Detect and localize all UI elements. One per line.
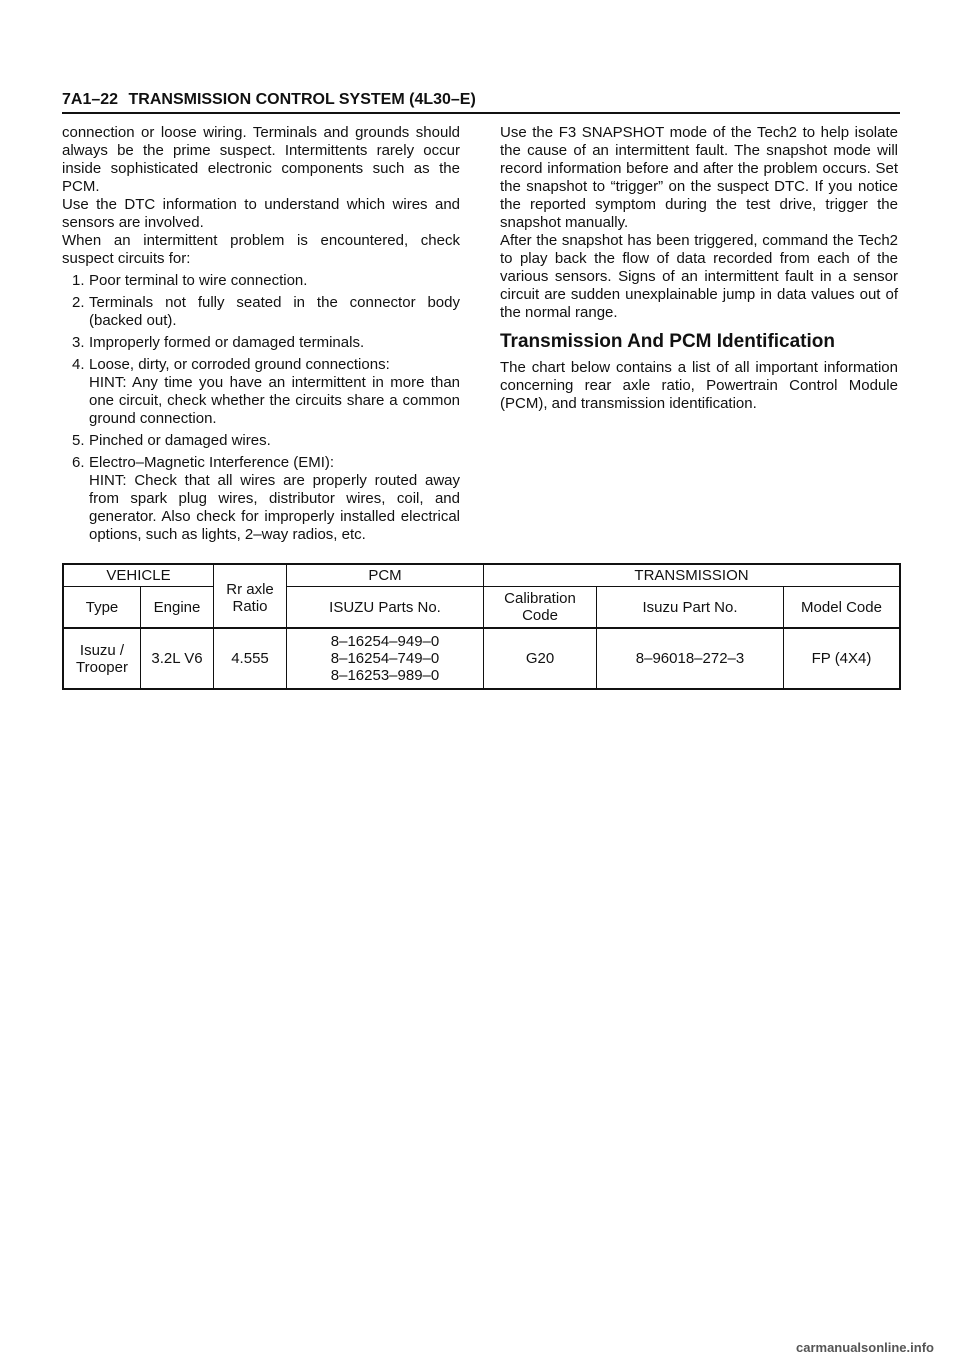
intro-paragraph-1: connection or loose wiring. Terminals and grounds should always be the prime suspect. Intermittents rarely occur inside sophisticated electronic components such as the PCM. [62,124,460,195]
cell-part-no: 8–96018–272–3 [597,628,784,689]
list-text: Poor terminal to wire connection. [89,272,308,289]
snapshot-paragraph-2: After the snapshot has been triggered, command the Tech2 to play back the flow of data recorded from each of the various sensors. Signs of an intermittent fault in a sensor circuit are sudden unexplainable jump in data values out of the normal range. [500,232,898,321]
right-column [500,124,898,413]
cell-pcm-parts [287,628,484,689]
pcm-part-number: 8–16254–749–0 [330,650,440,667]
list-item [62,294,460,330]
section-body: The chart below contains a list of all important information concerning rear axle ratio, Powertrain Control Module (PCM), and transmission identification. [500,359,898,412]
table-row [63,628,900,689]
list-text: Loose, dirty, or corroded ground connections: [89,356,390,373]
cell-model-code: FP (4X4) [784,628,901,689]
snapshot-paragraph-1: Use the F3 SNAPSHOT mode of the Tech2 to help isolate the cause of an intermittent fault. The snapshot mode will record information before and after the problem occurs. Set the snapshot to “trigger” on the suspect DTC. If you notice the reported symptom during the test drive, trigger the snapshot manually. [500,124,898,231]
list-text: Pinched or damaged wires. [89,432,271,449]
cell-ratio: 4.555 [214,628,287,689]
suspect-circuit-list [62,272,460,544]
list-item [62,432,460,450]
list-item [62,272,460,290]
header-engine: Engine [141,587,214,629]
list-number: 2. [72,294,85,311]
pcm-part-number: 8–16254–949–0 [330,633,440,650]
list-item [62,454,460,544]
header-vehicle: VEHICLE [63,564,214,587]
table-group-header-row [63,564,900,587]
page-header [62,90,900,114]
list-item [62,356,460,428]
list-number: 4. [72,356,85,373]
list-text: Electro–Magnetic Interference (EMI): [89,454,335,471]
watermark: carmanualsonline.info [796,1340,934,1355]
header-model-code: Model Code [784,587,901,629]
list-item [62,334,460,352]
header-isuzu-parts-no: ISUZU Parts No. [287,587,484,629]
cell-calibration: G20 [484,628,597,689]
pcm-part-number: 8–16253–989–0 [330,667,440,684]
table-column-header-row [63,587,900,629]
header-transmission: TRANSMISSION [484,564,901,587]
list-number: 6. [72,454,85,471]
header-isuzu-part-no: Isuzu Part No. [597,587,784,629]
hint-text: HINT: Any time you have an intermittent in more than one circuit, check whether the circuits share a common ground connection. [89,374,460,427]
header-type: Type [85,598,119,616]
list-number: 3. [72,334,85,351]
identification-table [62,563,901,690]
page-code: 7A1–22 [62,91,119,108]
section-heading: Transmission And PCM Identification [500,331,835,352]
intro-paragraph-2: Use the DTC information to understand which wires and sensors are involved. [62,196,460,231]
list-number: 1. [72,272,85,289]
left-column [62,124,460,548]
intro-paragraph-3: When an intermittent problem is encountered, check suspect circuits for: [62,232,460,267]
hint-text: HINT: Check that all wires are properly routed away from spark plug wires, distributor wires, coil, and generator. Also check for improperly installed electrical options, such as lights, 2–way radios, etc. [89,472,460,543]
cell-engine: 3.2L V6 [141,628,214,689]
cell-type: Isuzu / Trooper [63,628,141,689]
list-text: Terminals not fully seated in the connector body (backed out). [89,294,460,329]
header-pcm: PCM [287,564,484,587]
header-rr-axle-ratio: Rr axle Ratio [214,564,287,628]
list-number: 5. [72,432,85,449]
page-title: TRANSMISSION CONTROL SYSTEM (4L30–E) [128,91,476,108]
list-text: Improperly formed or damaged terminals. [89,334,365,351]
header-calibration-code: Calibration Code [484,587,597,629]
